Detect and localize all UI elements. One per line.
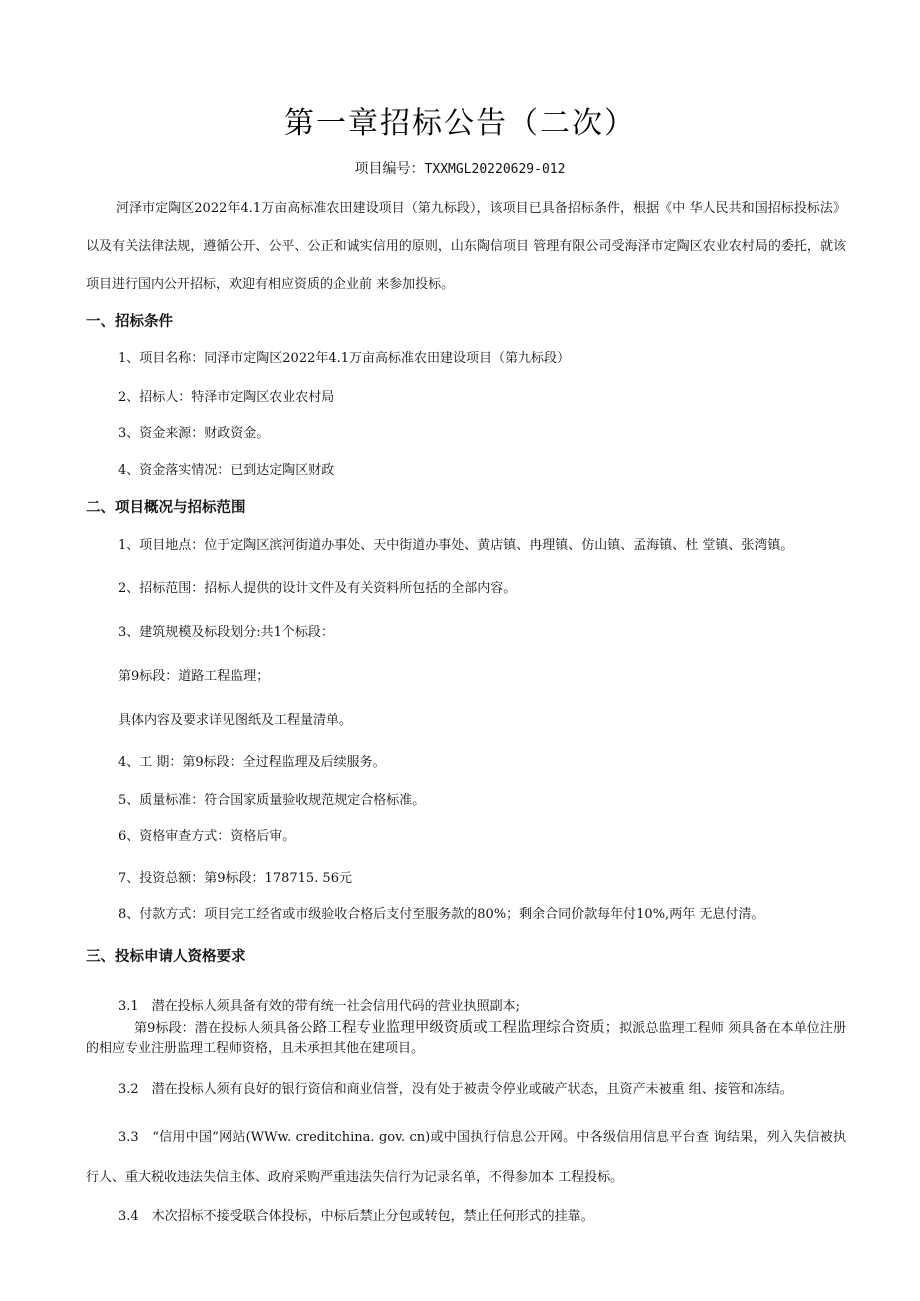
project-code-label: 项目编号： xyxy=(354,161,425,177)
project-code xyxy=(0,158,920,178)
section1-item: 2、招标人：特泽市定陶区农业农村局 xyxy=(118,390,335,405)
section1-item: 3、资金来源：财政资金。 xyxy=(118,426,270,441)
qualification-3-3: 3.3 “信用中国”网站(WWw. creditchina. gov. cn)或中国执行信息公开网。中各级信用信息平台查 询结果，列入失信被执行人、重大税收违法失信主体、政府采购严重违法失信行为记录名单，不得参加本 工程投标。 xyxy=(86,1130,846,1185)
section2-item: 1、项目地点：位于定陶区滨河街道办事处、天中街道办事处、黄店镇、冉理镇、仿山镇、孟海镇、杜 堂镇、张湾镇。 xyxy=(118,538,794,553)
detail-part-a: 第9标段：潜在投标人须具备公 xyxy=(134,1021,313,1036)
section2-item: 第9标段：道路工程监理； xyxy=(118,669,270,684)
section2-item: 8、付款方式：项目完工经省或市级验收合格后支付至服务款的80%；剩余合同价款每年付10%,两年 无息付清。 xyxy=(118,907,765,922)
page-title: 第一章招标公告（二次） xyxy=(284,106,636,141)
project-code-value: TXXMGL20220629-012 xyxy=(424,162,566,177)
qualification-3-2: 3.2 潜在投标人须有良好的银行资信和商业信誉，没有处于被责令停业或破产状态，且资产未被重 组、接管和冻结。 xyxy=(118,1082,793,1097)
qualification-3-1: 3.1 潜在投标人须具备有效的带有统一社会信用代码的营业执照副本; xyxy=(118,999,521,1014)
section2-item: 4、工 期：第9标段：全过程监理及后续服务。 xyxy=(118,755,386,770)
section3-heading: 三、投标申请人资格要求 xyxy=(86,949,246,965)
section2-item: 7、投资总额：第9标段：178715. 56元 xyxy=(118,871,352,886)
section1-item: 1、项目名称：同泽市定陶区2022年4.1万亩高标准农田建设项目（第九标段） xyxy=(118,351,571,366)
detail-part-c: 拟派总监理工程师 须具备在本单位注册的相应专业注册监理工程师资格，且未承担其他在建项目。 xyxy=(86,1021,846,1056)
qualification-3-1-detail xyxy=(86,1018,846,1059)
section1-item: 4、资金落实情况：已到达定陶区财政 xyxy=(118,463,335,478)
intro-paragraph: 河泽市定陶区2022年4.1万亩高标准农田建设项目（第九标段），该项目已具备招标条件，根据《中 华人民共和国招标投标法》以及有关法律法规，遵循公开、公平、公正和诚实信用的原则，山东陶信项目 管理有限公司受海泽市定陶区农业农村局的委托，就该项目进行国内公开招标，欢迎有相应资质的企业前 来参加投标。 xyxy=(86,201,846,292)
section2-heading: 二、项目概况与招标范围 xyxy=(86,500,246,516)
section2-item: 5、质量标准：符合国家质量验收规范规定合格标准。 xyxy=(118,793,426,808)
section2-item: 3、建筑规模及标段划分:共1个标段： xyxy=(118,625,334,640)
section2-item: 具体内容及要求详见图纸及工程量清单。 xyxy=(118,713,353,728)
section1-heading: 一、招标条件 xyxy=(86,314,173,330)
section2-item: 2、招标范围：招标人提供的设计文件及有关资料所包括的全部内容。 xyxy=(118,581,517,596)
detail-part-b: 路工程专业监理甲级资质或工程监理综合资质； xyxy=(312,1020,620,1036)
section2-item: 6、资格审查方式：资格后审。 xyxy=(118,829,296,844)
qualification-3-4: 3.4 木次招标不接受联合体投标，中标后禁止分包或转包，禁止任何形式的挂靠。 xyxy=(118,1209,594,1224)
